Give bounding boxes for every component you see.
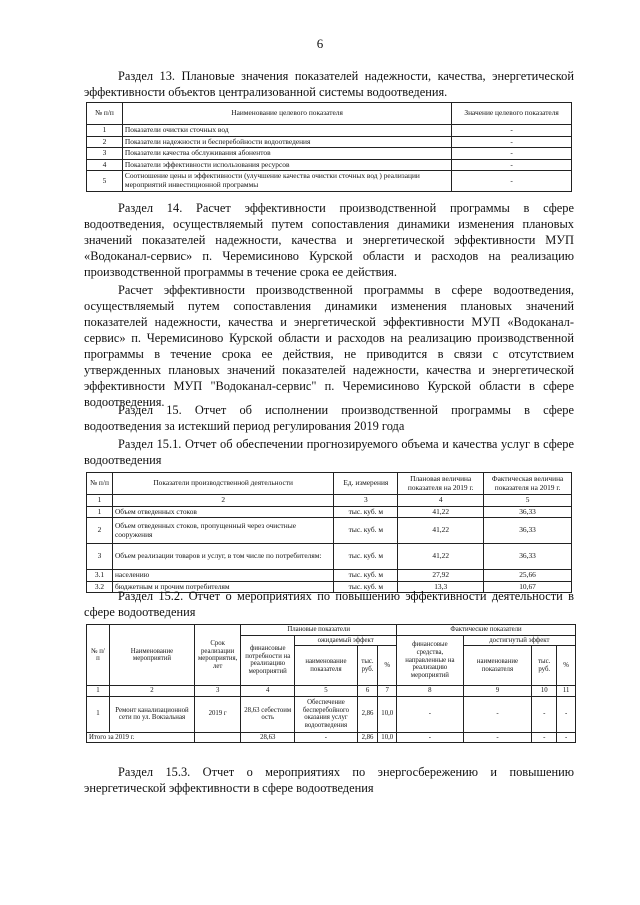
section15-1-table [86,472,572,593]
table-header: % [378,646,397,686]
column-number: 3 [195,686,241,697]
table-cell: 1 [87,506,113,518]
table-cell: Показатели надежности и бесперебойности водоотведения [122,136,451,148]
table-cell: 3.2 [87,581,113,593]
table-header: Наименование мероприятий [109,625,194,686]
table-cell: Объем реализации товаров и услуг, в том числе по потребителям: [112,544,333,570]
column-number: 5 [484,495,572,507]
table-header: Ед. измерения [334,473,398,495]
column-number: 5 [295,686,357,697]
table-header: Срок реализации мероприятия, лет [195,625,241,686]
table-header: достигнутый эффект [463,635,575,646]
table-cell: 36,33 [484,506,572,518]
table-cell: 1 [87,696,110,732]
table-header: финансовые средства, направленные на реализацию мероприятий [397,635,464,686]
table-header: № п/ п [87,625,110,686]
column-number: 4 [241,686,295,697]
table-header: ожидаемый эффект [295,635,397,646]
table-cell: тыс. куб. м [334,506,398,518]
column-number: 10 [532,686,557,697]
column-number: 2 [112,495,333,507]
table-cell: 2 [87,518,113,544]
table-cell: Показатели качества обслуживания абонентов [122,148,451,160]
table-cell: - [452,171,572,191]
table-header: Фактические показатели [397,625,576,636]
table-cell: - [463,732,532,743]
table-header: Фактическая величина показателя на 2019 г. [484,473,572,495]
column-number: 9 [463,686,532,697]
table-header: тыс. руб. [357,646,378,686]
table-cell: - [397,732,464,743]
section14-paragraph-2: Расчет эффективности производственной программы в сфере водоотведения, осуществляемый путем сопоставления динамики изменения плановых значений показателей надежности, качества и энергетической эффективности МУП «Водоканал-сервис» п. Черемисиново Курской области и расходов на реализацию производственной программы в течение срока ее действия, не приводится в связи с отсутствием утвержденных плановых значений показателей надежности, качества и энергетической эффективности МУП "Водоканал-сервис" п. Черемисиново Курской области в сфере водоотведения. [84,283,574,409]
table-cell: - [557,732,576,743]
table-cell: 25,66 [484,570,572,582]
section15-2-table [86,624,576,743]
section14-paragraph-1: Раздел 14. Расчет эффективности производственной программы в сфере водоотведения, осуществляемый путем сопоставления динамики изменения плановых значений показателей надежности, качества и энергетической эффективности МУП «Водоканал-сервис» п. Черемисиново Курской области и расходов на реализацию производственной программы в течение срока ее действия. [84,201,574,279]
table-cell: бюджетным и прочим потребителям [112,581,333,593]
table-header: № п/п [87,103,123,125]
table-header: финансовые потребности на реализацию мероприятий [241,635,295,686]
table-cell: 13,3 [398,581,484,593]
table-cell: 2,86 [357,732,378,743]
section13-table [86,102,572,192]
column-number: 11 [557,686,576,697]
table-cell: тыс. куб. м [334,581,398,593]
table-header: Плановые показатели [241,625,397,636]
table-cell: Обеспечение бесперебойного оказания услуг водоотведения [295,696,357,732]
table-cell: 3 [87,544,113,570]
table-cell: - [452,125,572,137]
table-cell: 3.1 [87,570,113,582]
table-cell: - [557,696,576,732]
column-number: 8 [397,686,464,697]
table-cell: - [532,732,557,743]
table-cell: - [397,696,464,732]
table-cell: населению [112,570,333,582]
table-cell: Объем отведенных стоков [112,506,333,518]
table-cell: Соотношение цены и эффективности (улучшение качества очистки сточных вод ) реализации мероприятий инвестиционной программы [122,171,451,191]
table-cell: - [452,148,572,160]
table-cell: 41,22 [398,518,484,544]
table-cell: - [532,696,557,732]
column-number: 6 [357,686,378,697]
table-cell: 1 [87,125,123,137]
section15-1-heading: Раздел 15.1. Отчет об обеспечении прогнозируемого объема и качества услуг в сфере водоотведения [84,437,574,467]
table-cell: 41,22 [398,544,484,570]
table-cell: Ремонт канализационной сети по ул. Вокзальная [109,696,194,732]
table-cell: 2019 г [195,696,241,732]
section15-heading: Раздел 15. Отчет об исполнении производственной программы в сфере водоотведения за истекший период регулирования 2019 года [84,403,574,433]
table-header: Плановая величина показателя на 2019 г. [398,473,484,495]
column-number: 4 [398,495,484,507]
column-number: 1 [87,495,113,507]
total-label: Итого за 2019 г. [87,732,195,743]
table-cell: 4 [87,159,123,171]
section15-3-heading: Раздел 15.3. Отчет о мероприятиях по энергосбережению и повышению энергетической эффективности в сфере водоотведения [84,765,574,795]
table-header: Значение целевого показателя [452,103,572,125]
table-cell: 36,33 [484,544,572,570]
column-number: 1 [87,686,110,697]
table-cell: - [452,136,572,148]
table-cell [195,732,241,743]
table-cell: 5 [87,171,123,191]
table-header: Показатели производственной деятельности [112,473,333,495]
table-cell: 10,0 [378,696,397,732]
column-number: 3 [334,495,398,507]
table-cell: 2,86 [357,696,378,732]
table-cell: - [452,159,572,171]
table-cell: 36,33 [484,518,572,544]
table-cell: - [295,732,357,743]
table-cell: тыс. куб. м [334,570,398,582]
column-number: 2 [109,686,194,697]
table-header: тыс. руб. [532,646,557,686]
table-cell: Объем отведенных стоков, пропущенный через очистные сооружения [112,518,333,544]
table-header: № п/п [87,473,113,495]
table-cell: 3 [87,148,123,160]
table-cell: 41,22 [398,506,484,518]
table-cell: - [463,696,532,732]
table-cell: Показатели очистки сточных вод [122,125,451,137]
table-cell: 27,92 [398,570,484,582]
table-header: наименование показателя [295,646,357,686]
column-number: 7 [378,686,397,697]
table-cell: тыс. куб. м [334,544,398,570]
table-cell: тыс. куб. м [334,518,398,544]
table-cell: 28,63 себестоим ость [241,696,295,732]
table-header: % [557,646,576,686]
section15-2-heading: Раздел 15.2. Отчет о мероприятиях по повышению эффективности деятельности в сфере водоотведения [84,589,574,619]
table-cell: Показатели эффективности использования ресурсов [122,159,451,171]
table-cell: 10,67 [484,581,572,593]
table-cell: 28,63 [241,732,295,743]
page-number: 6 [316,36,324,51]
table-header: Наименование целевого показателя [122,103,451,125]
table-header: наименование показателя [463,646,532,686]
table-cell: 10,0 [378,732,397,743]
table-cell: 2 [87,136,123,148]
section13-heading: Раздел 13. Плановые значения показателей надежности, качества, энергетической эффективности объектов централизованной системы водоотведения. [84,69,574,99]
